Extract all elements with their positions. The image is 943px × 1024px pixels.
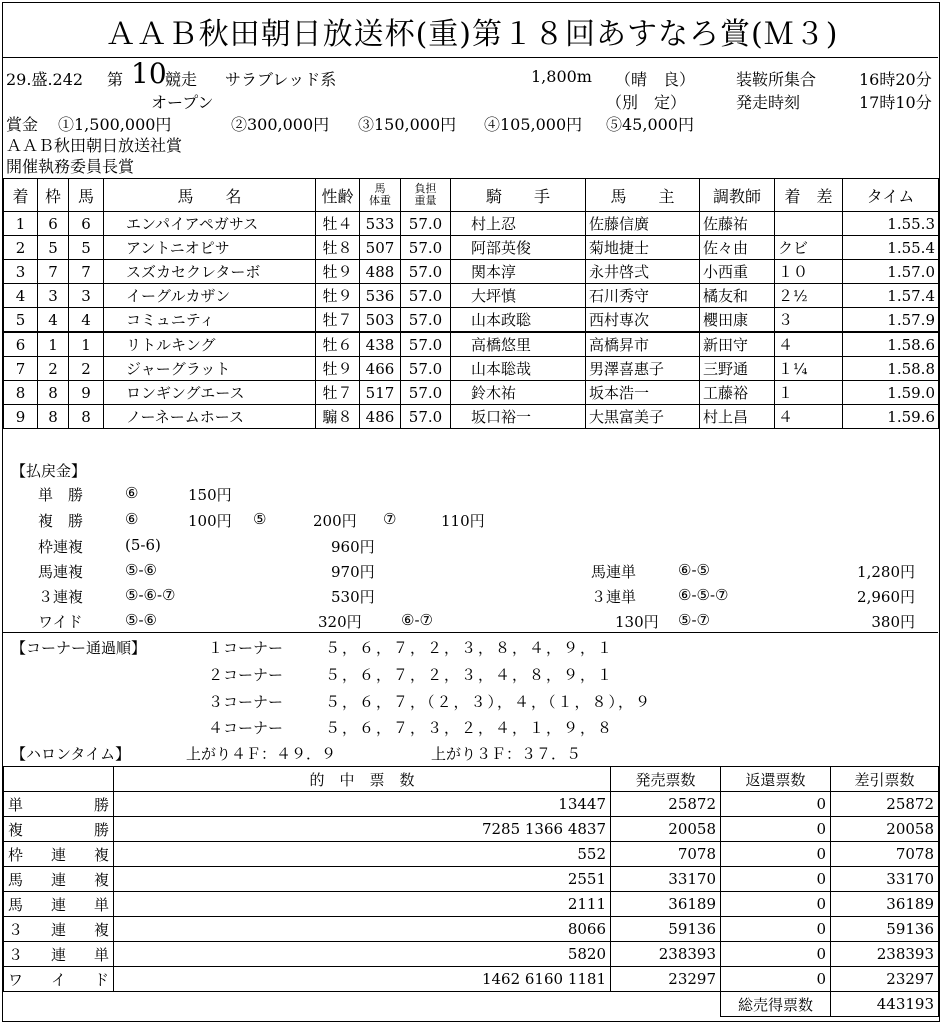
umatan-label: 馬連単 — [591, 563, 637, 581]
votes-net: 59136 — [831, 917, 939, 942]
result-name: リトルキング — [104, 332, 316, 357]
result-time: 1.55.3 — [843, 212, 939, 236]
corner-3-order: ５，６，７，（２，３），４，（１，８），９ — [325, 693, 653, 711]
votes-row — [4, 867, 939, 892]
votes-sold: 20058 — [611, 817, 721, 842]
corner-3-label: ３コーナー — [208, 693, 284, 711]
race-result-sheet — [2, 2, 940, 1022]
votes-label-char: ３ — [8, 920, 24, 939]
result-jockey: 関本淳 — [451, 260, 586, 284]
fukusho-amount-1: 100円 — [188, 512, 232, 530]
result-weight: 536 — [360, 284, 401, 308]
result-name: イーグルカザン — [104, 284, 316, 308]
umaren-combo: ⑤-⑥ — [125, 561, 157, 579]
result-sexage: 牡８ — [316, 236, 360, 260]
result-waku: 7 — [38, 260, 69, 284]
result-waku: 8 — [38, 405, 69, 429]
result-uma: 1 — [69, 332, 104, 357]
votes-label — [4, 892, 114, 917]
result-rank: 5 — [4, 308, 38, 333]
results-table — [3, 178, 939, 429]
result-row — [4, 284, 939, 308]
result-time: 1.57.9 — [843, 308, 939, 333]
result-sexage: 牡９ — [316, 284, 360, 308]
result-owner: 高橋昇市 — [586, 332, 700, 357]
votes-label-char: 連 — [50, 945, 66, 964]
votes-row — [4, 917, 939, 942]
result-trainer: 佐藤祐 — [700, 212, 775, 236]
votes-sold: 7078 — [611, 842, 721, 867]
votes-label — [4, 817, 114, 842]
votes-label-char: 複 — [93, 870, 109, 889]
result-row — [4, 332, 939, 357]
corner-1-order: ５，６，７，２，３，８，４，９，１ — [325, 639, 615, 657]
wide-amount-3: 380円 — [871, 613, 915, 631]
votes-label-char: 勝 — [93, 795, 109, 814]
votes-label — [4, 842, 114, 867]
result-weight: 503 — [360, 308, 401, 333]
votes-refund: 0 — [721, 967, 831, 992]
wide-combo-2: ⑥-⑦ — [401, 611, 433, 629]
sanrentan-amount: 2,960円 — [857, 588, 915, 606]
result-row — [4, 212, 939, 236]
result-name: ジャーグラット — [104, 357, 316, 381]
result-sexage: 牡７ — [316, 381, 360, 405]
votes-refund: 0 — [721, 892, 831, 917]
votes-row — [4, 842, 939, 867]
votes-refund: 0 — [721, 942, 831, 967]
result-weight: 486 — [360, 405, 401, 429]
votes-row — [4, 942, 939, 967]
votes-total-value: 443193 — [831, 992, 939, 1017]
result-jockey: 鈴木祐 — [451, 381, 586, 405]
votes-row — [4, 792, 939, 817]
sanrentan-label: ３連単 — [591, 588, 637, 606]
votes-hits: 5820 — [114, 942, 611, 967]
votes-sold: 238393 — [611, 942, 721, 967]
result-jockey: 坂口裕一 — [451, 405, 586, 429]
result-time: 1.57.4 — [843, 284, 939, 308]
result-rank: 4 — [4, 284, 38, 308]
header-jockey: 騎 手 — [451, 179, 586, 212]
result-sexage: 牡９ — [316, 357, 360, 381]
result-time: 1.59.0 — [843, 381, 939, 405]
sanrentan-combo: ⑥-⑤-⑦ — [678, 586, 729, 604]
result-jockey: 阿部英俊 — [451, 236, 586, 260]
race-dai: 第 — [107, 70, 124, 89]
result-uma: 3 — [69, 284, 104, 308]
votes-net: 23297 — [831, 967, 939, 992]
result-waku: 2 — [38, 357, 69, 381]
votes-sold: 23297 — [611, 967, 721, 992]
result-sexage: 牡９ — [316, 260, 360, 284]
tansho-amount: 150円 — [188, 486, 232, 504]
result-waku: 6 — [38, 212, 69, 236]
result-sexage: 騸８ — [316, 405, 360, 429]
results-header-row — [4, 179, 939, 212]
votes-refund: 0 — [721, 842, 831, 867]
votes-header-sold: 発売票数 — [611, 767, 721, 792]
votes-label-char: 複 — [93, 920, 109, 939]
votes-label-char: ３ — [8, 945, 24, 964]
fukusho-label: 複 勝 — [38, 512, 84, 530]
umatan-combo: ⑥-⑤ — [678, 561, 710, 579]
race-kyoso: 競走 — [165, 70, 198, 89]
umaren-label: 馬連複 — [38, 563, 84, 581]
prize-2: ②300,000円 — [231, 115, 330, 134]
result-name: ロンギングエース — [104, 381, 316, 405]
race-weight-rule: （別 定） — [606, 93, 687, 112]
votes-total-label: 総売得票数 — [721, 992, 831, 1017]
result-jockey: 山本政聡 — [451, 308, 586, 333]
result-margin: ２½ — [775, 284, 843, 308]
result-trainer: 三野通 — [700, 357, 775, 381]
votes-net: 25872 — [831, 792, 939, 817]
furlong-last3f: 上がり３Ｆ：３７．５ — [431, 745, 582, 763]
prize-3: ③150,000円 — [358, 115, 457, 134]
votes-sold: 36189 — [611, 892, 721, 917]
result-margin: １０ — [775, 260, 843, 284]
result-margin: ４ — [775, 332, 843, 357]
votes-label-char: 馬 — [8, 870, 24, 889]
votes-row — [4, 892, 939, 917]
votes-net: 36189 — [831, 892, 939, 917]
result-margin: １ — [775, 381, 843, 405]
result-margin: ３ — [775, 308, 843, 333]
fukusho-amount-3: 110円 — [441, 512, 485, 530]
sanrenpuku-amount: 530円 — [331, 588, 375, 606]
result-rank: 2 — [4, 236, 38, 260]
header-weight — [360, 179, 401, 212]
prize-1: ①1,500,000円 — [58, 115, 172, 134]
result-rank: 6 — [4, 332, 38, 357]
result-margin — [775, 212, 843, 236]
votes-refund: 0 — [721, 792, 831, 817]
header-time: タイム — [843, 179, 939, 212]
votes-refund: 0 — [721, 867, 831, 892]
result-load: 57.0 — [401, 405, 451, 429]
result-jockey: 村上忍 — [451, 212, 586, 236]
result-trainer: 村上昌 — [700, 405, 775, 429]
result-name: エンパイアペガサス — [104, 212, 316, 236]
wide-label: ワイド — [38, 613, 83, 631]
result-weight: 507 — [360, 236, 401, 260]
result-name: コミュニティ — [104, 308, 316, 333]
wakuren-label: 枠連複 — [38, 538, 84, 556]
header-margin: 着 差 — [775, 179, 843, 212]
votes-net: 7078 — [831, 842, 939, 867]
result-waku: 1 — [38, 332, 69, 357]
result-owner: 菊地捷士 — [586, 236, 700, 260]
result-jockey: 山本聡哉 — [451, 357, 586, 381]
result-margin: クビ — [775, 236, 843, 260]
result-name: スズカセクレターボ — [104, 260, 316, 284]
result-time: 1.57.0 — [843, 260, 939, 284]
result-margin: ４ — [775, 405, 843, 429]
result-waku: 5 — [38, 236, 69, 260]
votes-label-char: ド — [93, 970, 109, 989]
votes-label-char: 馬 — [8, 895, 24, 914]
corner-2-order: ５，６，７，２，３，４，８，９，１ — [325, 666, 615, 684]
result-weight: 517 — [360, 381, 401, 405]
votes-label-char: 単 — [8, 795, 24, 814]
votes-label-char: 枠 — [8, 845, 24, 864]
umatan-amount: 1,280円 — [857, 563, 915, 581]
wakuren-combo: (5-6) — [125, 536, 161, 554]
start-time: 17時10分 — [859, 93, 932, 112]
votes-label — [4, 942, 114, 967]
votes-label — [4, 917, 114, 942]
result-load: 57.0 — [401, 236, 451, 260]
votes-refund: 0 — [721, 917, 831, 942]
result-weight: 466 — [360, 357, 401, 381]
votes-hits: 7285 1366 4837 — [114, 817, 611, 842]
sanrenpuku-label: ３連複 — [38, 588, 84, 606]
result-uma: 7 — [69, 260, 104, 284]
award-2: 開催執務委員長賞 — [6, 157, 135, 176]
votes-table — [3, 766, 939, 1017]
votes-label-char: 複 — [93, 845, 109, 864]
header-uma: 馬 — [69, 179, 104, 212]
header-name: 馬 名 — [104, 179, 316, 212]
votes-label-char: ワ — [8, 970, 24, 989]
result-owner: 大黒富美子 — [586, 405, 700, 429]
result-time: 1.58.6 — [843, 332, 939, 357]
votes-net: 20058 — [831, 817, 939, 842]
result-time: 1.55.4 — [843, 236, 939, 260]
corner-1-label: １コーナー — [208, 639, 284, 657]
prize-5: ⑤45,000円 — [606, 115, 694, 134]
votes-header-refund: 返還票数 — [721, 767, 831, 792]
header-load-2: 重量 — [414, 193, 437, 207]
result-owner: 佐藤信廣 — [586, 212, 700, 236]
result-uma: 5 — [69, 236, 104, 260]
result-rank: 7 — [4, 357, 38, 381]
votes-total-blank — [4, 992, 721, 1017]
result-row — [4, 260, 939, 284]
umaren-amount: 970円 — [331, 563, 375, 581]
result-trainer: 工藤裕 — [700, 381, 775, 405]
result-uma: 4 — [69, 308, 104, 333]
prize-label: 賞金 — [6, 115, 39, 134]
result-trainer: 小西重 — [700, 260, 775, 284]
votes-label-char: 連 — [50, 895, 66, 914]
header-rank: 着 — [4, 179, 38, 212]
wide-amount-1: 320円 — [318, 613, 362, 631]
result-load: 57.0 — [401, 381, 451, 405]
result-trainer: 新田守 — [700, 332, 775, 357]
votes-hits: 2111 — [114, 892, 611, 917]
result-row — [4, 357, 939, 381]
votes-label-char: 単 — [93, 895, 109, 914]
header-weight-2: 体重 — [369, 193, 391, 207]
votes-label-char: 連 — [50, 920, 66, 939]
result-name: アントニオピサ — [104, 236, 316, 260]
votes-label-char: 連 — [50, 845, 66, 864]
result-weight: 533 — [360, 212, 401, 236]
result-owner: 永井啓弍 — [586, 260, 700, 284]
header-sexage: 性齢 — [316, 179, 360, 212]
corner-4-label: ４コーナー — [208, 719, 284, 737]
result-load: 57.0 — [401, 357, 451, 381]
race-class: オープン — [151, 93, 214, 112]
wide-amount-2: 130円 — [615, 613, 659, 631]
votes-row — [4, 967, 939, 992]
result-uma: 2 — [69, 357, 104, 381]
votes-total-row — [4, 992, 939, 1017]
header-weight-1: 馬 — [374, 181, 386, 195]
votes-header-net: 差引票数 — [831, 767, 939, 792]
furlong-heading: 【ハロンタイム】 — [11, 745, 131, 763]
corner-2-label: ２コーナー — [208, 666, 284, 684]
result-margin: １¼ — [775, 357, 843, 381]
result-load: 57.0 — [401, 332, 451, 357]
result-jockey: 高橋悠里 — [451, 332, 586, 357]
award-1: ＡＡＢ秋田朝日放送社賞 — [6, 136, 183, 155]
result-rank: 9 — [4, 405, 38, 429]
payout-heading: 【払戻金】 — [11, 462, 87, 480]
race-breed: サラブレッド系 — [225, 70, 337, 89]
result-waku: 3 — [38, 284, 69, 308]
tansho-label: 単 勝 — [38, 486, 84, 504]
fukusho-combo-2: ⑤ — [253, 510, 267, 528]
votes-hits: 552 — [114, 842, 611, 867]
result-waku: 4 — [38, 308, 69, 333]
header-owner: 馬 主 — [586, 179, 700, 212]
votes-label-char: 単 — [93, 945, 109, 964]
votes-refund: 0 — [721, 817, 831, 842]
result-load: 57.0 — [401, 212, 451, 236]
result-weight: 438 — [360, 332, 401, 357]
votes-label — [4, 967, 114, 992]
result-trainer: 橘友和 — [700, 284, 775, 308]
fukusho-amount-2: 200円 — [313, 512, 357, 530]
result-time: 1.59.6 — [843, 405, 939, 429]
result-row — [4, 236, 939, 260]
assembly-label: 装鞍所集合 — [736, 70, 817, 89]
result-rank: 8 — [4, 381, 38, 405]
votes-sold: 33170 — [611, 867, 721, 892]
votes-hits: 2551 — [114, 867, 611, 892]
race-distance: 1,800m — [531, 67, 592, 86]
votes-hits: 1462 6160 1181 — [114, 967, 611, 992]
header-trainer: 調教師 — [700, 179, 775, 212]
tansho-combo: ⑥ — [125, 484, 139, 502]
result-owner: 男澤喜惠子 — [586, 357, 700, 381]
result-uma: 8 — [69, 405, 104, 429]
result-sexage: 牡６ — [316, 332, 360, 357]
result-row — [4, 308, 939, 333]
votes-label — [4, 867, 114, 892]
result-weight: 488 — [360, 260, 401, 284]
votes-label-char: 連 — [50, 870, 66, 889]
votes-header-row — [4, 767, 939, 792]
furlong-last4f: 上がり４Ｆ：４９．９ — [186, 745, 337, 763]
result-rank: 3 — [4, 260, 38, 284]
start-label: 発走時刻 — [736, 93, 801, 112]
corner-4-order: ５，６，７，３，２，４，１，９，８ — [325, 719, 615, 737]
votes-net: 238393 — [831, 942, 939, 967]
fukusho-combo-3: ⑦ — [383, 510, 397, 528]
payout-divider — [3, 632, 938, 633]
race-number: 10 — [131, 57, 167, 90]
votes-sold: 25872 — [611, 792, 721, 817]
result-trainer: 佐々由 — [700, 236, 775, 260]
sanrenpuku-combo: ⑤-⑥-⑦ — [125, 586, 176, 604]
result-rank: 1 — [4, 212, 38, 236]
result-load: 57.0 — [401, 308, 451, 333]
votes-header-hits: 的 中 票 数 — [114, 767, 611, 792]
result-row — [4, 381, 939, 405]
race-weather: （晴 良） — [615, 70, 696, 89]
wide-combo-3: ⑤-⑦ — [678, 611, 710, 629]
votes-hits: 13447 — [114, 792, 611, 817]
votes-label-char: 勝 — [93, 820, 109, 839]
header-load-1: 負担 — [414, 181, 437, 195]
votes-row — [4, 817, 939, 842]
fukusho-combo-1: ⑥ — [125, 510, 139, 528]
result-sexage: 牡４ — [316, 212, 360, 236]
result-owner: 石川秀守 — [586, 284, 700, 308]
votes-label — [4, 792, 114, 817]
result-owner: 坂本浩一 — [586, 381, 700, 405]
corner-heading: 【コーナー通過順】 — [11, 639, 147, 657]
race-title: ＡＡＢ秋田朝日放送杯(重)第１８回あすなろ賞(Ｍ３) — [105, 17, 839, 52]
header-load — [401, 179, 451, 212]
result-owner: 西村専次 — [586, 308, 700, 333]
result-uma: 9 — [69, 381, 104, 405]
prize-4: ④105,000円 — [484, 115, 583, 134]
wakuren-amount: 960円 — [331, 538, 375, 556]
votes-header-blank — [4, 767, 114, 792]
votes-net: 33170 — [831, 867, 939, 892]
result-time: 1.58.8 — [843, 357, 939, 381]
votes-sold: 59136 — [611, 917, 721, 942]
result-load: 57.0 — [401, 260, 451, 284]
wide-combo-1: ⑤-⑥ — [125, 611, 157, 629]
result-waku: 8 — [38, 381, 69, 405]
assembly-time: 16時20分 — [859, 70, 932, 89]
votes-label-char: 複 — [8, 820, 24, 839]
result-load: 57.0 — [401, 284, 451, 308]
result-sexage: 牡７ — [316, 308, 360, 333]
result-row — [4, 405, 939, 429]
result-uma: 6 — [69, 212, 104, 236]
result-trainer: 櫻田康 — [700, 308, 775, 333]
result-jockey: 大坪慎 — [451, 284, 586, 308]
votes-label-char: イ — [50, 970, 66, 989]
header-waku: 枠 — [38, 179, 69, 212]
race-code: 29.盛.242 — [6, 70, 84, 89]
votes-hits: 8066 — [114, 917, 611, 942]
result-name: ノーネームホース — [104, 405, 316, 429]
